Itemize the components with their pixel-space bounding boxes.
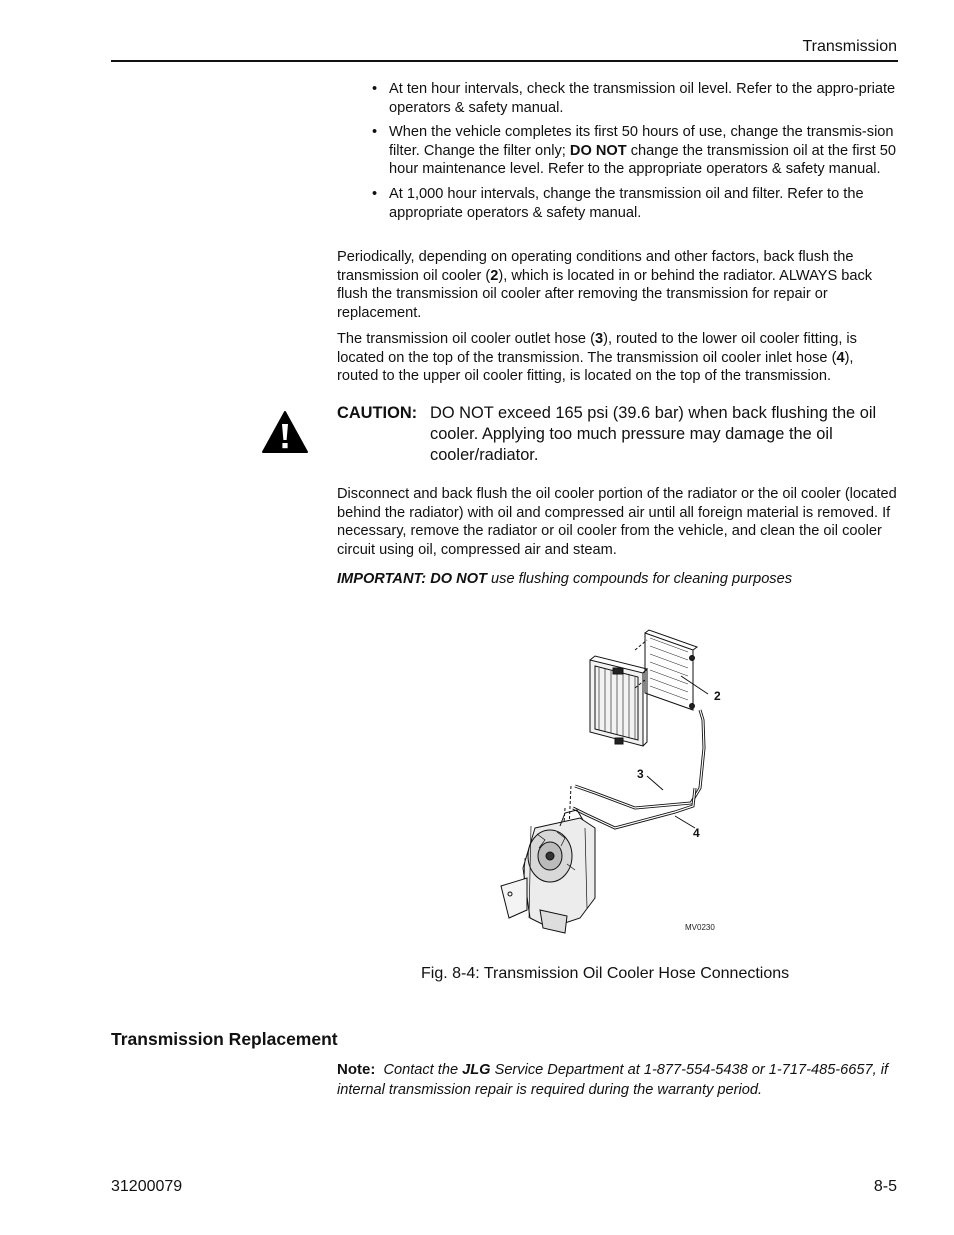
important-note [337,570,897,589]
callout-3: 3 [637,767,644,781]
figure-caption: Fig. 8-4: Transmission Oil Cooler Hose Connections [421,965,790,982]
callout-leader-3 [647,776,663,790]
paragraph-text: ), routed to the lower oil cooler fitting, is located on the top of the transmission. The transmission oil cooler inlet hose ( [337,331,857,366]
section-title: Transmission Replacement [111,1029,338,1049]
figure-code: MV0230 [685,923,715,932]
paragraph-text: The transmission oil cooler outlet hose ( [337,331,595,347]
bullet-emphasis: DO NOT [569,142,627,159]
caution-text: DO NOT exceed 165 psi (39.6 bar) when back flushing the oil cooler. Applying too much pressure may damage the oil cooler/radiator. [430,404,877,464]
callout-leader-2 [681,676,708,694]
bullet-item: • At 1,000 hour intervals, change the transmission oil and filter. Refer to the appropriate operators & safety manual. [370,185,900,222]
callout-ref: 2 [490,267,499,284]
running-header: Transmission [802,38,897,55]
paragraph-text: Periodically, depending on operating conditions and other factors, back flush the transmission oil cooler ( [337,249,854,284]
note-text: Contact the [383,1062,463,1078]
callout-2: 2 [714,689,721,703]
important-label: IMPORTANT: DO NOT [337,571,487,587]
page-number: 8-5 [873,1178,897,1195]
oil-cooler-hose-diagram [495,628,735,938]
hose-routing-paragraph [337,330,897,386]
back-flush-paragraph [337,248,897,322]
paragraph-text: ), routed to the upper oil cooler fitting, is located on the top of the transmission. [337,349,854,385]
radiator-drawing [590,656,647,746]
note-emphasis: JLG [462,1062,491,1078]
caution-label: CAUTION: [337,404,418,422]
callout-ref: 4 [836,349,845,366]
bullet-text: When the vehicle completes its first 50 hours of use, change the transmis-sion filter. Change the filter only; [389,124,894,159]
disconnect-paragraph: Disconnect and back flush the oil cooler portion of the radiator or the oil cooler (located behind the radiator) with oil and compressed air until all foreign material is removed. If necessary, remove the radiator or oil cooler from the vehicle, and clean the oil cooler circuit using oil, compressed air and steam. [337,486,897,558]
note-label: Note: [337,1061,376,1078]
important-text: use flushing compounds for cleaning purposes [486,571,793,587]
maintenance-bullet-list [370,80,900,228]
oil-cooler-drawing [635,630,697,710]
note-text: Service Department at 1-877-554-5438 or 1-717-485-6657, if internal transmission repair is required during the warranty period. [337,1062,889,1098]
warranty-note [337,1060,897,1100]
paragraph-text: ), which is located in or behind the radiator. ALWAYS back flush the transmission oil cooler after removing the transmission for repair or replacement. [337,267,873,321]
callout-ref: 3 [594,331,604,347]
document-number: 31200079 [111,1178,183,1195]
header-rule [111,60,898,62]
callout-leader-4 [675,816,695,828]
bullet-text: change the transmission oil at the first 50 hour maintenance level. Refer to the appropriate operators & safety manual. [389,142,896,178]
note-body [337,1062,888,1098]
bullet-item: • At ten hour intervals, check the transmission oil level. Refer to the appro-priate operators & safety manual. [370,80,900,117]
bullet-item [370,123,900,179]
transmission-drawing [501,810,595,933]
warning-triangle-icon [261,410,309,454]
callout-4: 4 [693,826,700,840]
